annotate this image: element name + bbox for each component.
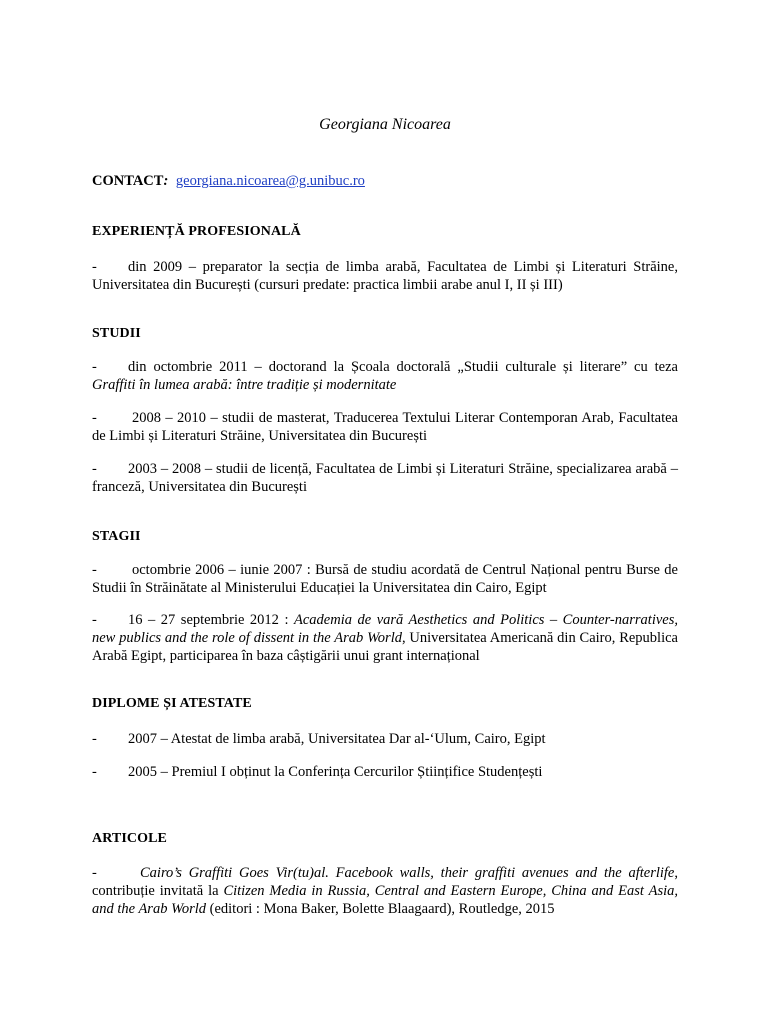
article-item: - Cairo’s Graffiti Goes Vir(tu)al. Facebook walls, their graffiti avenues and the afterlife, contribuție invitată la Citizen Media in Russia, Central and Eastern Europe, China and East Asia, and the Arab World (editori : Mona Baker, Bolette Blaagaard), Routledge, 2015 (92, 865, 678, 917)
studies-item: - 2008 – 2010 – studii de masterat, Traducerea Textului Literar Contemporan Arab, Facultatea de Limbi și Literaturi Străine, Universitatea din București (92, 410, 678, 444)
thesis-title: Graffiti în lumea arabă: între tradiție și modernitate (92, 377, 397, 393)
summer-school-title: Academia de vară Aesthetics and Politics – Counter-narratives, new publics and the role of dissent in the Arab World (92, 612, 678, 646)
contact-label: CONTACT: (92, 173, 169, 189)
experience-item: - din 2009 – preparator la secția de limba arabă, Facultatea de Limbi și Literaturi Străine, Universitatea din București (cursuri predate: practica limbii arabe anul I, II și III) (92, 259, 678, 293)
contact-line (92, 172, 678, 190)
section-heading-internships: STAGII (92, 529, 141, 544)
section-heading-experience: EXPERIENȚĂ PROFESIONALĂ (92, 224, 301, 239)
section-heading-studies: STUDII (92, 326, 141, 341)
studies-item: - 2003 – 2008 – studii de licență, Facultatea de Limbi și Literaturi Străine, specializarea arabă – franceză, Universitatea din București (92, 461, 678, 495)
article-venue: Citizen Media in Russia, Central and Eastern Europe, China and East Asia, and the Arab World (92, 883, 678, 917)
diploma-item: - 2007 – Atestat de limba arabă, Universitatea Dar al-‘Ulum, Cairo, Egipt (92, 731, 546, 747)
email-link[interactable]: georgiana.nicoarea@g.unibuc.ro (175, 173, 365, 189)
article-title: Cairo’s Graffiti Goes Vir(tu)al. Facebook walls, their graffiti avenues and the afterlife (140, 865, 675, 881)
section-heading-articles: ARTICOLE (92, 831, 167, 846)
diploma-item: - 2005 – Premiul I obținut la Conferința Cercurilor Științifice Studențești (92, 764, 543, 780)
internship-item: - 16 – 27 septembrie 2012 : Academia de vară Aesthetics and Politics – Counter-narratives, new publics and the role of dissent in the Arab World, Universitatea Americană din Cairo, Republica Arabă Egipt, participarea în baza câștigării unui grant internațional (92, 612, 678, 664)
internship-item: - octombrie 2006 – iunie 2007 : Bursă de studiu acordată de Centrul Național pentru Burse de Studii în Străinătate al Ministerului Educației la Universitatea din Cairo, Egipt (92, 562, 678, 596)
studies-item: - din octombrie 2011 – doctorand la Școala doctorală „Studii culturale și literare” cu teza Graffiti în lumea arabă: între tradiție și modernitate (92, 359, 678, 393)
section-heading-diplomas: DIPLOME ȘI ATESTATE (92, 696, 252, 711)
person-name: Georgiana Nicoarea (319, 116, 451, 133)
